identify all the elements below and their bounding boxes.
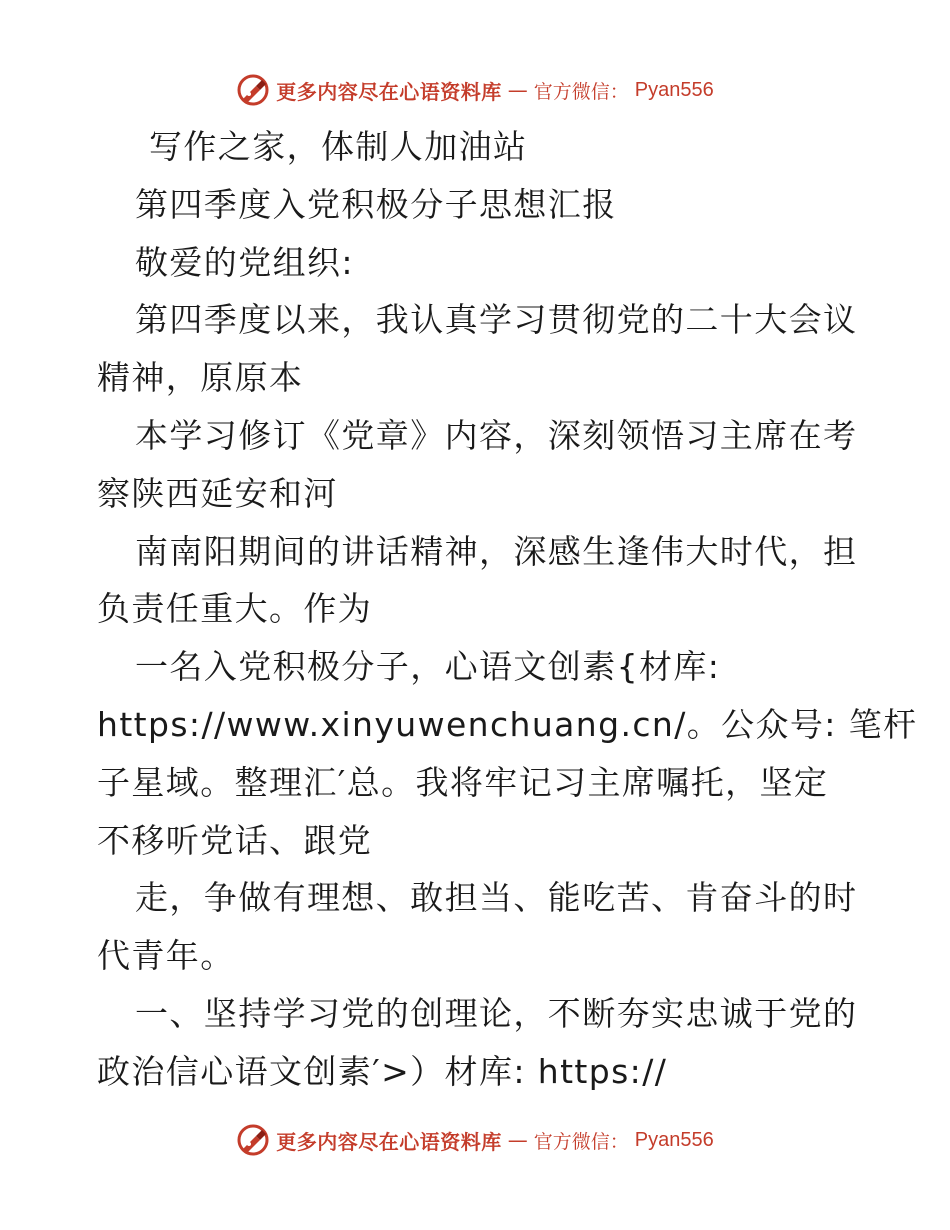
watermark-wechat-id: Pyan556 (634, 1128, 714, 1151)
watermark-label: 官方微信： (533, 1130, 629, 1153)
watermark-label: 官方微信： (533, 80, 629, 103)
section-heading: 一、坚持学习党的创理论，不断夯实忠诚于党的 (135, 993, 858, 1033)
document-line: 第四季度以来，我认真学习贯彻党的二十大会议 (135, 300, 858, 340)
pen-logo-icon (236, 1123, 270, 1157)
document-line: 负责任重大。作为 (97, 589, 373, 629)
watermark-separator: — (507, 78, 528, 102)
document-line: 本学习修订《党章》内容，深刻领悟习主席在考 (135, 415, 858, 455)
document-line-url: https://www.xinyuwenchuang.cn/。公众号: 笔杆 (97, 704, 918, 744)
salutation: 敬爱的党组织: (135, 242, 354, 282)
document-line: 精神，原原本 (97, 358, 304, 398)
document-line: 南南阳期间的讲话精神，深感生逢伟大时代，担 (135, 531, 858, 571)
document-line: 写作之家，体制人加油站 (149, 127, 528, 166)
document-line: 子星域。整理汇′总。我将牢记习主席嘱托，坚定 (97, 762, 829, 802)
watermark-text: 更多内容尽在心语资料库 (276, 79, 502, 104)
document-body (97, 118, 918, 1101)
pen-logo-icon (236, 73, 270, 107)
watermark-separator: — (507, 1128, 528, 1152)
document-line: 不移听党话、跟党 (97, 820, 373, 860)
footer-watermark (0, 1120, 950, 1160)
document-line: 察陕西延安和河 (97, 473, 338, 513)
header-watermark (0, 70, 950, 110)
document-line: 一名入党积极分子，心语文创素{材库: (135, 647, 721, 687)
document-line: 代青年。 (97, 936, 235, 976)
document-line: 政治信心语文创素′>）材库: https:// (97, 1051, 668, 1091)
watermark-wechat-id: Pyan556 (634, 78, 714, 101)
watermark-text: 更多内容尽在心语资料库 (276, 1129, 502, 1154)
document-line: 走，争做有理想、敢担当、能吃苦、肯奋斗的时 (135, 878, 858, 918)
document-title: 第四季度入党积极分子思想汇报 (135, 184, 617, 224)
